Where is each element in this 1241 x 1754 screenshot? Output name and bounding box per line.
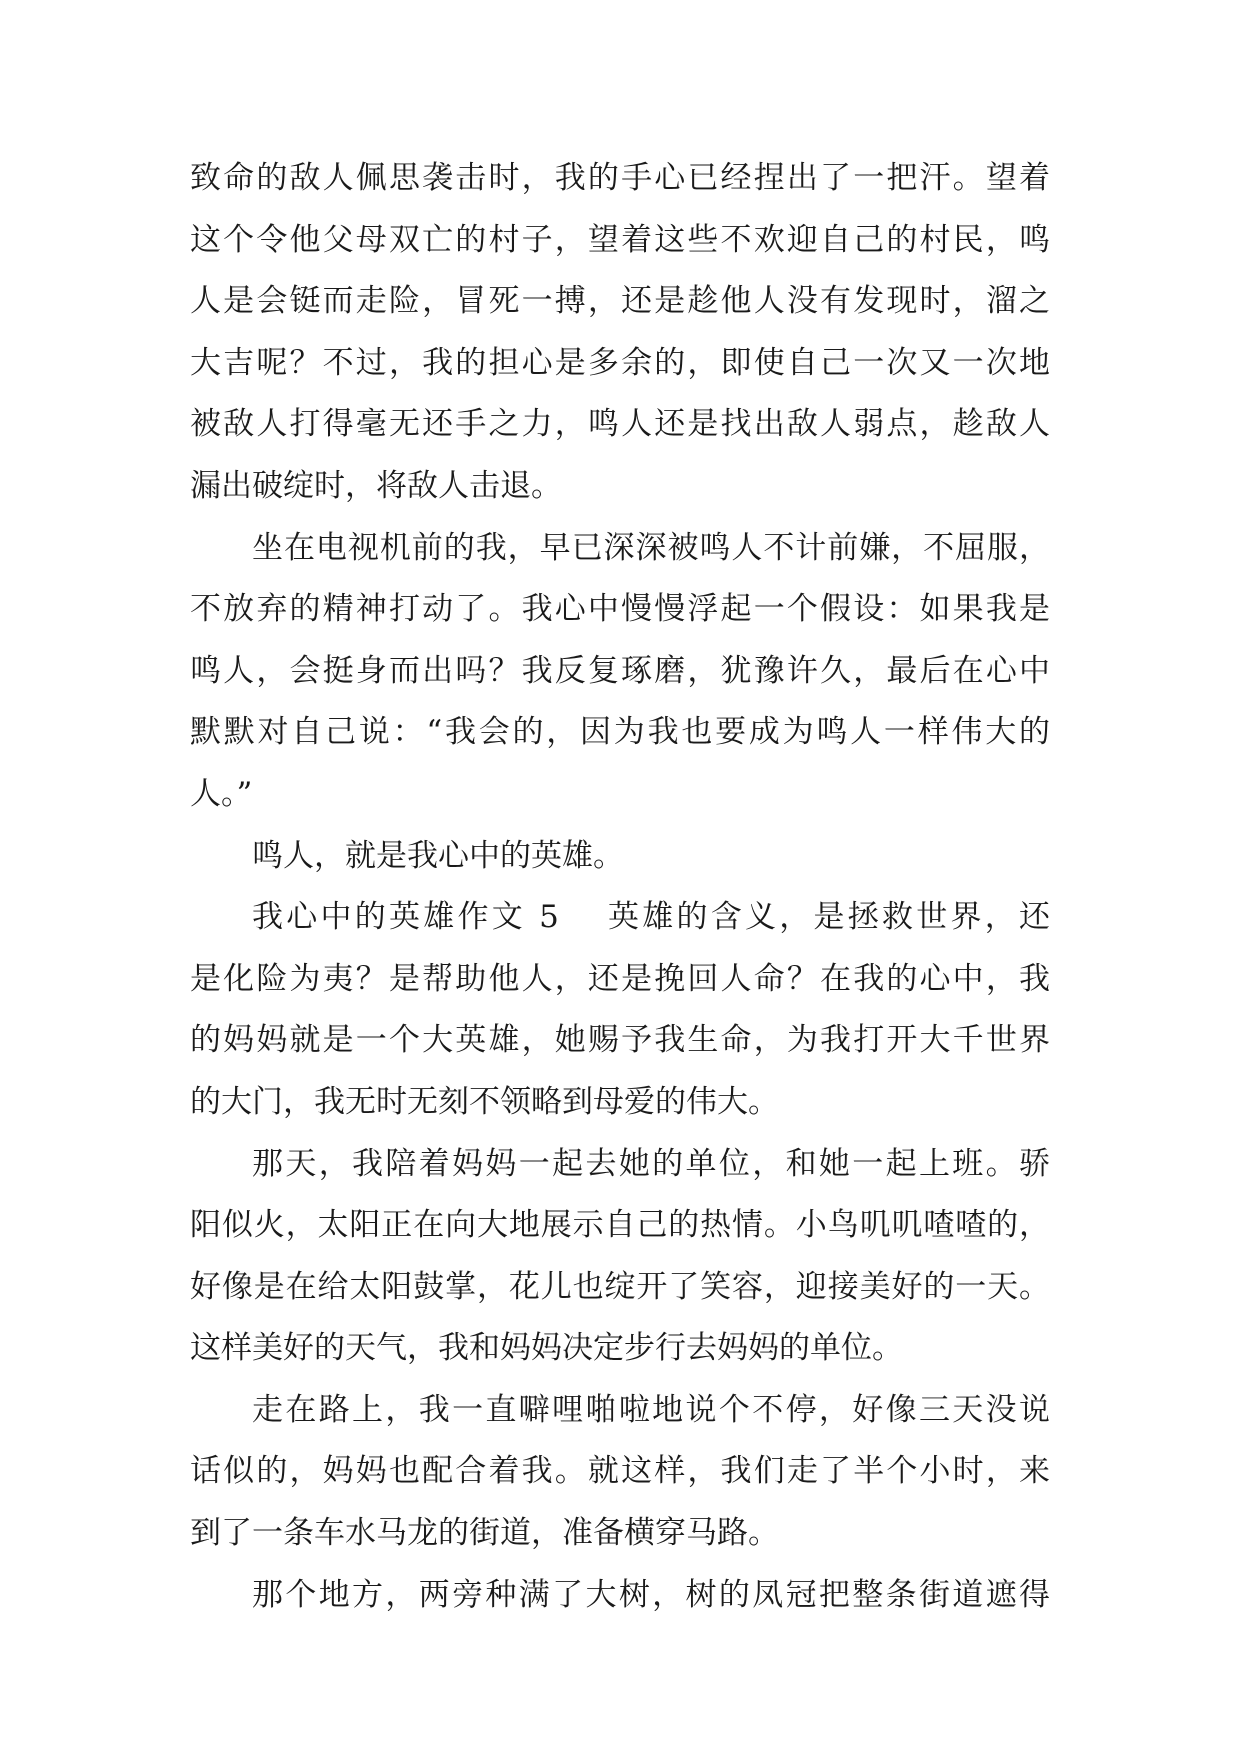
text-line: 大吉呢？不过，我的担心是多余的，即使自己一次又一次地 — [190, 344, 1050, 381]
text-line: 不放弃的精神打动了。我心中慢慢浮起一个假设：如果我是 — [190, 591, 1050, 628]
text-line: 好像是在给太阳鼓掌，花儿也绽开了笑容，迎接美好的一天。 — [190, 1268, 1050, 1305]
document-body — [190, 148, 1050, 1626]
text-line: 是化险为夷？是帮助他人，还是挽回人命？在我的心中，我 — [190, 960, 1050, 997]
text-line: 人。” — [190, 775, 253, 812]
text-line: 到了一条车水马龙的街道，准备横穿马路。 — [190, 1515, 779, 1552]
section-heading-line — [190, 887, 1050, 949]
text-line: 那个地方，两旁种满了大树，树的凤冠把整条街道遮得 — [252, 1576, 1050, 1613]
text-span: 英雄的含义，是拯救世界，还 — [604, 899, 1050, 936]
text-line: 默默对自己说：“我会的，因为我也要成为鸣人一样伟大的 — [190, 714, 1050, 751]
text-line: 鸣人，会挺身而出吗？我反复琢磨，犹豫许久，最后在心中 — [190, 652, 1050, 689]
text-line: 致命的敌人佩思袭击时，我的手心已经捏出了一把汗。望着 — [190, 160, 1050, 196]
text-line: 鸣人，就是我心中的英雄。 — [252, 837, 624, 874]
text-line: 被敌人打得毫无还手之力，鸣人还是找出敌人弱点，趁敌人 — [190, 406, 1050, 443]
text-line: 那天，我陪着妈妈一起去她的单位，和她一起上班。骄 — [252, 1145, 1050, 1182]
text-line: 这样美好的天气，我和妈妈决定步行去妈妈的单位。 — [190, 1330, 903, 1367]
text-line: 阳似火，太阳正在向大地展示自己的热情。小鸟叽叽喳喳的， — [190, 1207, 1050, 1244]
section-heading: 我心中的英雄作文 5 — [252, 899, 559, 936]
text-line: 人是会铤而走险，冒死一搏，还是趁他人没有发现时，溜之 — [190, 283, 1050, 320]
text-line: 走在路上，我一直噼哩啪啦地说个不停，好像三天没说 — [252, 1391, 1050, 1428]
text-line: 坐在电视机前的我，早已深深被鸣人不计前嫌，不屈服， — [252, 529, 1050, 566]
text-line: 这个令他父母双亡的村子，望着这些不欢迎自己的村民，鸣 — [190, 221, 1050, 258]
text-line: 漏出破绽时，将敌人击退。 — [190, 467, 562, 504]
text-line: 话似的，妈妈也配合着我。就这样，我们走了半个小时，来 — [190, 1453, 1050, 1490]
text-line: 的妈妈就是一个大英雄，她赐予我生命，为我打开大千世界 — [190, 1022, 1050, 1059]
text-line: 的大门，我无时无刻不领略到母爱的伟大。 — [190, 1083, 779, 1120]
